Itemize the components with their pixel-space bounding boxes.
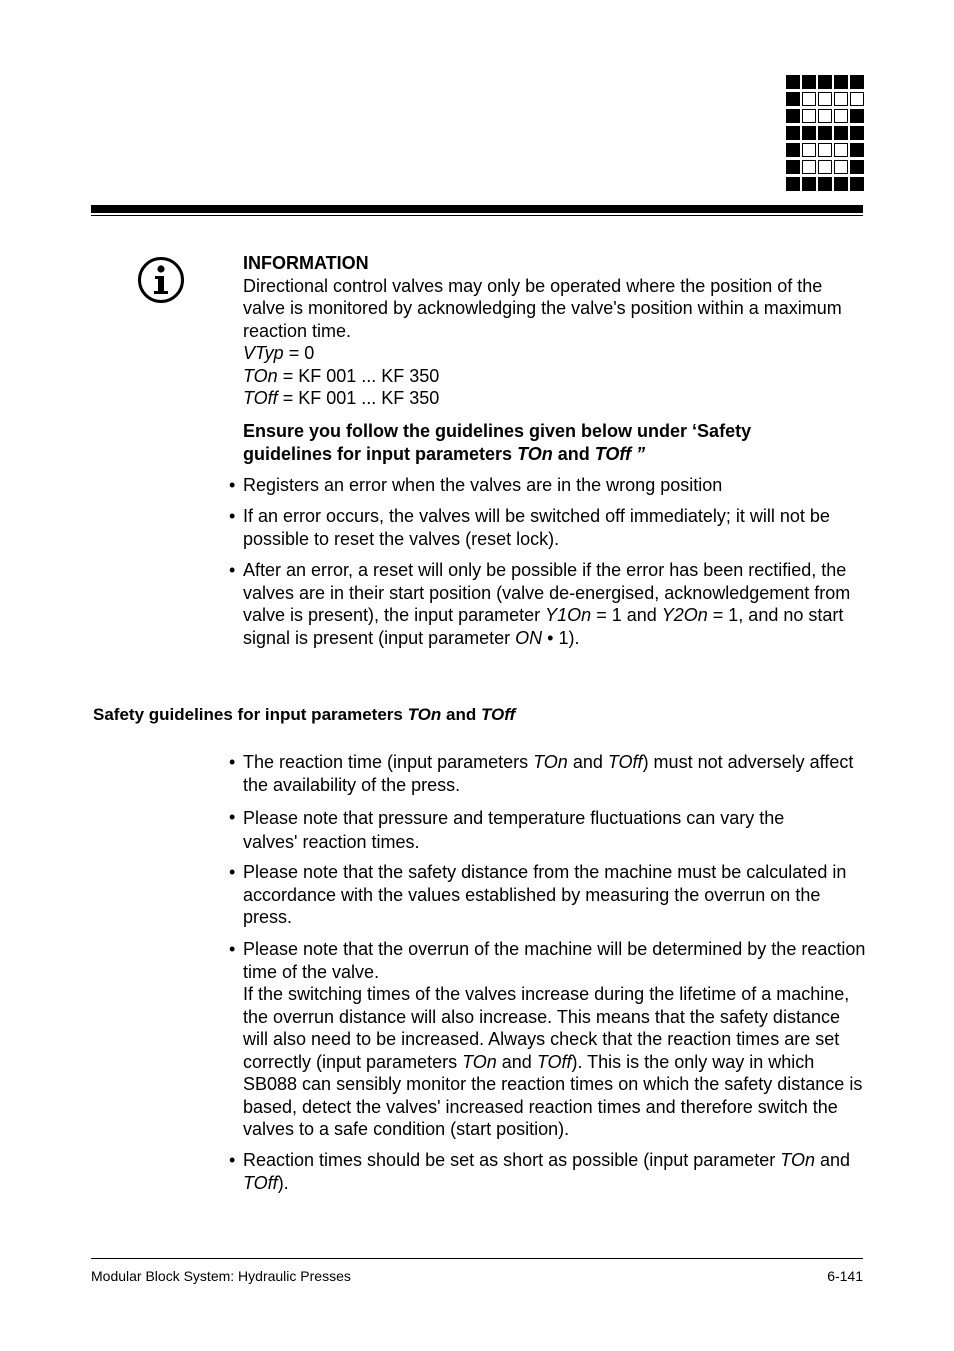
s4-ton: TOn [462,1051,497,1072]
page-number: 6-141 [827,1268,863,1284]
s4-toff: TOff [536,1051,572,1072]
s4-text-c: ). This is the only way in which SB088 can sensibly monitor the reaction times on which the safety distance is based, detect the valves' increased reaction times and therefore switch the valves to a safe condition (start position). [243,1051,863,1139]
header-rule-thin [91,215,863,216]
list-item [229,559,869,649]
bullet-symbol: • [229,939,236,959]
b3-text-d: • 1). [542,627,580,648]
b3-text-b: = 1 and [591,605,662,625]
list-item [229,1149,869,1194]
info-paragraph: Directional control valves may only be operated where the position of the valve is monitored by acknowledging the valve's position within a maximum reaction time. [243,275,842,341]
heading-ton: TOn [407,705,442,724]
y1on-param: Y1On [545,605,592,625]
bullet-text: Registers an error when the valves are in the wrong position [243,475,723,495]
y2on-param: Y2On [661,605,708,625]
ensure-and: and [552,443,595,464]
on-param: ON [515,627,543,648]
b3-text-c: = 1, and no start signal is present (input parameter [243,605,844,648]
s5-toff: TOff [243,1172,278,1193]
vtyp-param: VTyp [243,343,284,363]
ensure-ton: TOn [517,443,553,464]
toff-line [243,387,868,410]
bullet-symbol: • [229,560,236,580]
s4-and: and [496,1051,537,1072]
bullet-text: Please note that pressure and temperature fluctuations can vary the valves' reaction times. [243,808,785,852]
vtyp-value: = 0 [283,343,315,363]
s4-text-b: If the switching times of the valves increase during the lifetime of a machine, the overrun distance will also increase. This means that the safety distance will also need to be increased. Always check that the reaction times are set correctly (input parameters [243,984,850,1072]
info-block [243,252,868,410]
s5-and: and [814,1150,851,1170]
list-item [229,505,854,550]
list-item [229,806,839,854]
heading-and: and [441,705,481,724]
s5-text-a: Reaction times should be set as short as possible (input parameter [243,1150,781,1170]
bullet-text [243,1149,869,1194]
info-title: INFORMATION [243,253,369,273]
bullet-text [243,938,869,1141]
s1-ton: TOn [533,752,568,772]
toff-value: = KF 001 ... KF 350 [277,388,440,408]
ensure-toff: TOff ” [594,443,646,464]
ton-line [243,365,868,388]
section-heading [93,705,515,725]
information-icon [137,256,185,304]
list-item [229,751,859,796]
ton-param: TOn [243,365,278,386]
s1-and: and [567,752,608,772]
s5-text-b: ). [277,1172,289,1193]
list-item [229,861,859,929]
s4-text-a: Please note that the overrun of the machine will be determined by the reaction time of the valve. [243,939,866,982]
bullet-text [243,751,859,796]
header-rule-thick [91,205,863,213]
bullet-symbol: • [229,807,236,827]
footer-title: Modular Block System: Hydraulic Presses [91,1268,351,1284]
ensure-note [243,420,823,465]
bullet-text: Please note that the safety distance from the machine must be calculated in accordance with the values established by measuring the overrun on the press. [243,862,847,927]
s1-text-b: ) must not adversely affect the availability of the press. [243,752,854,795]
toff-param: TOff [243,388,278,408]
ton-value: = KF 001 ... KF 350 [277,365,440,386]
b3-text-a: After an error, a reset will only be possible if the error has been rectified, the valves are in their start position (valve de-energised, acknowledgement from valve is present), the input parameter [243,560,851,625]
bullet-symbol: • [229,475,236,495]
bullet-text [243,559,869,649]
s1-text-a: The reaction time (input parameters [243,752,534,772]
bullet-text: If an error occurs, the valves will be switched off immediately; it will not be possible to reset the valves (reset lock). [243,506,830,549]
grid-logo-icon [786,75,866,194]
vtyp-line [243,342,868,365]
list-item [229,474,869,497]
ensure-text: Ensure you follow the guidelines given below under ‘Safety guidelines for input parameters [243,421,752,464]
bullet-symbol: • [229,506,236,526]
s5-ton: TOn [780,1150,815,1170]
heading-toff: TOff [480,705,516,724]
bullet-symbol: • [229,1150,236,1170]
heading-text: Safety guidelines for input parameters [93,705,408,724]
list-item [229,938,869,1141]
s1-toff: TOff [607,752,643,772]
bullet-symbol: • [229,752,236,772]
footer-rule [91,1258,863,1259]
bullet-symbol: • [229,862,236,882]
